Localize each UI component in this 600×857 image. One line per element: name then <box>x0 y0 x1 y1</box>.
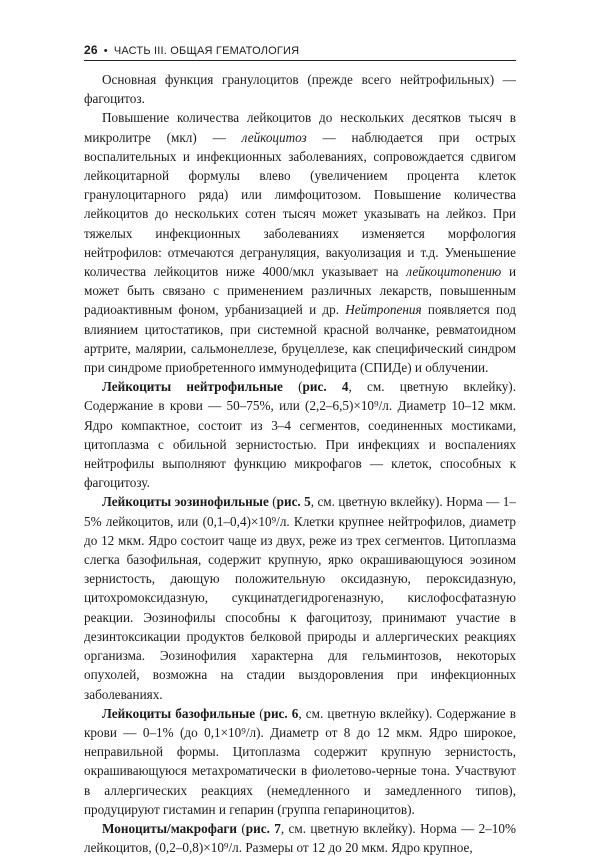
bold-term: рис. 6 <box>263 705 299 721</box>
text-run: Основная функция гранулоцитов (прежде всего нейтрофильных) — фагоцитоз. <box>84 72 516 107</box>
bold-term: Лейкоциты базофильные <box>102 705 256 721</box>
italic-term: лейкоцитопению <box>406 264 502 280</box>
text-run: Повышение количества лейкоцитов до нескольких десятков тысяч в микролитре (мкл) — <box>84 110 516 145</box>
italic-term: Нейтропения <box>345 302 422 318</box>
bold-term: рис. 7 <box>245 820 281 836</box>
page-number: 26 <box>84 43 98 57</box>
bold-term: рис. 4 <box>302 379 349 395</box>
paragraph <box>84 377 516 492</box>
text-run: и может быть связано с применением различных лекарств, повышенным радиоактивным фоном, урбанизацией и др. <box>84 264 516 318</box>
running-header <box>84 43 516 58</box>
text-run: ( <box>237 820 246 836</box>
header-rule <box>84 60 516 61</box>
bold-term: Моноциты/макрофаги <box>102 820 238 836</box>
text-run: , см. цветную вклейку). Содержание в крови — 0–1% (до 0,1×10⁹/л). Диаметр от 8 до 12 мкм. Ядро широкое, неправильной формы. Цитоплазма содержит крупную зернистость, окрашивающуюся метахроматически в фиолетово-черные тона. Участвуют в аллергических реакциях (немедленного и замедленного типов), продуцируют гистамин и гепарин (группа гепариноцитов). <box>84 705 516 817</box>
text-run: ( <box>268 494 277 510</box>
body-text <box>84 70 516 857</box>
text-run: — наблюдается при острых воспалительных и инфекционных заболеваниях, сопровождается сдвигом лейкоцитарной формулы влево (увеличением процента клеток гранулоцитарного ряда) или лимфоцитозом. Повышение количества лейкоцитов до нескольких сотен тысяч может указывать на лейкоз. При тяжелых инфекционных заболеваниях изменяется морфология нейтрофилов: отмечаются дегрануляция, вакуолизация и т.д. Уменьшение количества лейкоцитов ниже 4000/мкл указывает на <box>84 129 516 280</box>
italic-term: лейкоцитоз <box>241 129 307 145</box>
text-run: появляется под влиянием цитостатиков, при системной красной волчанке, ревматоидном артрите, малярии, сальмонеллезе, бруцеллезе, как специфический синдром при синдроме приобретенного иммунодефицита (СПИДе) и облучении. <box>84 302 516 376</box>
paragraph <box>84 819 516 857</box>
section-title: ЧАСТЬ III. ОБЩАЯ ГЕМАТОЛОГИЯ <box>113 45 300 57</box>
paragraph <box>84 704 516 819</box>
text-run: ( <box>255 705 264 721</box>
text-run: , см. цветную вклейку). Норма — 1–5% лейкоцитов, или (0,1–0,4)×10⁹/л. Клетки крупнее нейтрофилов, диаметр до 12 мкм. Ядро состоит чаще из двух, реже из трех сегментов. Цитоплазма слегка базофильная, содержит крупную, ярко окрашивающуюся эозином зернистость, дающую положительную оксидазную, пероксидазную, цитохромоксидазную, сукцинатдегидрогеназную, кислофосфатазную реакции. Эозинофилы способны к фагоцитозу, принимают участие в дезинтоксикации продуктов белковой природы и аллергических реакциях организма. Эозинофилия характерна для гельминтозов, некоторых опухолей, возможна на стадии выздоровления при инфекционных заболеваниях. <box>84 494 516 702</box>
bold-term: Лейкоциты эозинофильные <box>102 494 269 510</box>
paragraph <box>84 492 516 703</box>
text-run: ( <box>282 379 303 395</box>
header-bullet: • <box>103 45 108 57</box>
bold-term: Лейкоциты нейтрофильные <box>102 379 283 395</box>
bold-term: рис. 5 <box>276 494 311 510</box>
text-run: , см. цветную вклейку). Норма — 2–10% лейкоцитов, (0,2–0,8)×10⁹/л. Размеры от 12 до 20 мкм. Ядро крупное, <box>84 820 516 856</box>
paragraph <box>84 108 516 377</box>
text-run: , см. цветную вклейку). Содержание в крови — 50–75%, или (2,2–6,5)×10⁹/л. Диаметр 10–12 мкм. Ядро компактное, состоит из 3–4 сегментов, соединенных мостиками, цитоплазма с обильной зернистостью. При инфекциях и воспалениях нейтрофилы выполняют функцию микрофагов — клеток, способных к фагоцитозу. <box>84 379 516 491</box>
paragraph <box>84 70 516 108</box>
